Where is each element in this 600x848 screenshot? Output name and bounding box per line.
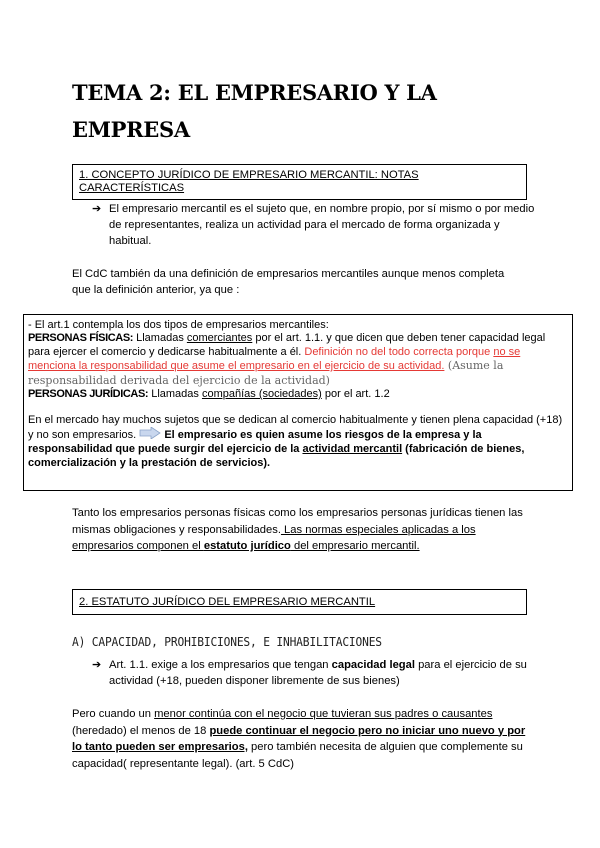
red-text2: no se menciona la responsabilidad que asume el empresario en el ejercicio de su actividad. [28, 345, 521, 373]
title-line-1: TEMA 2: EL EMPRESARIO Y LA [72, 80, 437, 105]
pj-link: compañías (sociedades) [201, 388, 322, 401]
p-bold-u: puede continuar el negocio pero no iniciar uno nuevo y por lo tanto pueden ser empresarios, [72, 724, 526, 753]
arrow-icon: ➔ [92, 203, 102, 215]
para2-u1: Las normas especiales aplicadas a los empresarios componen el [72, 523, 476, 552]
p-text2: (heredado) el menos de 18 [72, 724, 210, 737]
pf-text1: Llamadas [133, 332, 187, 345]
s2-bullet-text1: Art. 1.1. exige a los empresarios que tengan [109, 659, 332, 671]
page-title [72, 74, 552, 148]
bold-text2: (fabricación de bienes, comercialización y la prestación de servicios). [28, 443, 525, 470]
s2-bullet-bold: capacidad legal [331, 659, 415, 671]
statute-paragraph [72, 505, 532, 555]
title-line-2: EMPRESA [72, 117, 190, 142]
box-intro: - El art.1 contempla los dos tipos de empresarios mercantiles: [28, 319, 329, 331]
bold-text1: El empresario es quien asume los riesgos de la empresa y la responsabilidad que puede surgir del ejercicio de la [28, 429, 482, 456]
p-u1: menor continúa con el negocio que tuvieran sus padres o causantes [154, 708, 493, 720]
s2-bullet-text2: para el ejercicio de su actividad (+18, pueden disponer libremente de sus bienes) [109, 659, 527, 687]
market-text: En el mercado hay muchos sujetos que se dedican al comercio habitualmente y tienen plena capacidad (+18) y no son empresarios. [28, 414, 563, 442]
section1-bullet [92, 201, 539, 249]
pj-label: PERSONAS JURÍDICAS: [28, 388, 149, 401]
pf-link: comerciantes [186, 332, 253, 345]
cdc-text: El CdC también da una definición de empresarios mercantiles aunque menos completa que la definición anterior, ya que : [72, 268, 505, 296]
definitions-box [23, 314, 573, 491]
pj-text1: Llamadas [148, 388, 202, 401]
section2-heading-box [72, 589, 527, 615]
personas-juridicas-paragraph [28, 388, 568, 401]
pj-text2: por el art. 1.2 [321, 388, 390, 401]
para2-bold: estatuto jurídico [203, 540, 291, 552]
section1-heading-line1: 1. CONCEPTO JURÍDICO DE EMPRESARIO MERCANTIL: NOTAS [79, 169, 419, 181]
p-text3: pero también necesita de alguien que complemente su capacidad( representante legal). (art. 5 CdC) [72, 741, 523, 770]
arrow-right-icon [139, 427, 161, 439]
section1-heading-box [72, 164, 527, 200]
section2-bullet [92, 657, 529, 689]
subheading-a: A) CAPACIDAD, PROHIBICIONES, E INHABILITACIONES [72, 634, 382, 649]
market-paragraph [28, 413, 568, 470]
section2-heading: 2. ESTATUTO JURÍDICO DEL EMPRESARIO MERCANTIL [79, 596, 376, 608]
gray-note: (Asume la responsabilidad derivada del ejercicio de la actividad) [28, 359, 504, 387]
section1-heading-line2: CARACTERÍSTICAS [79, 182, 185, 194]
pf-label: PERSONAS FÍSICAS: [28, 332, 134, 345]
para2-text1: Tanto los empresarios personas físicas como los empresarios personas jurídicas tienen las mismas obligaciones y responsabilidades. [72, 507, 523, 536]
bullet-text: El empresario mercantil es el sujeto que, en nombre propio, por sí mismo o por medio de representantes, realiza un actividad para el mercado de forma organizada y habitual. [109, 203, 535, 247]
para2-u2: del empresario mercantil. [290, 540, 420, 552]
minor-paragraph [72, 706, 532, 772]
arrow-icon: ➔ [92, 659, 102, 671]
cdc-paragraph [72, 266, 522, 298]
personas-fisicas-paragraph [28, 332, 568, 388]
red-text1: Definición no del todo correcta porque [304, 345, 494, 358]
p-text1: Pero cuando un [72, 708, 155, 720]
bold-link: actividad mercantil [302, 443, 403, 456]
pf-text2: por el art. 1.1. y que dicen que deben tener capacidad legal para ejercer el comercio y dedicarse habitualmente a él. [28, 332, 546, 358]
